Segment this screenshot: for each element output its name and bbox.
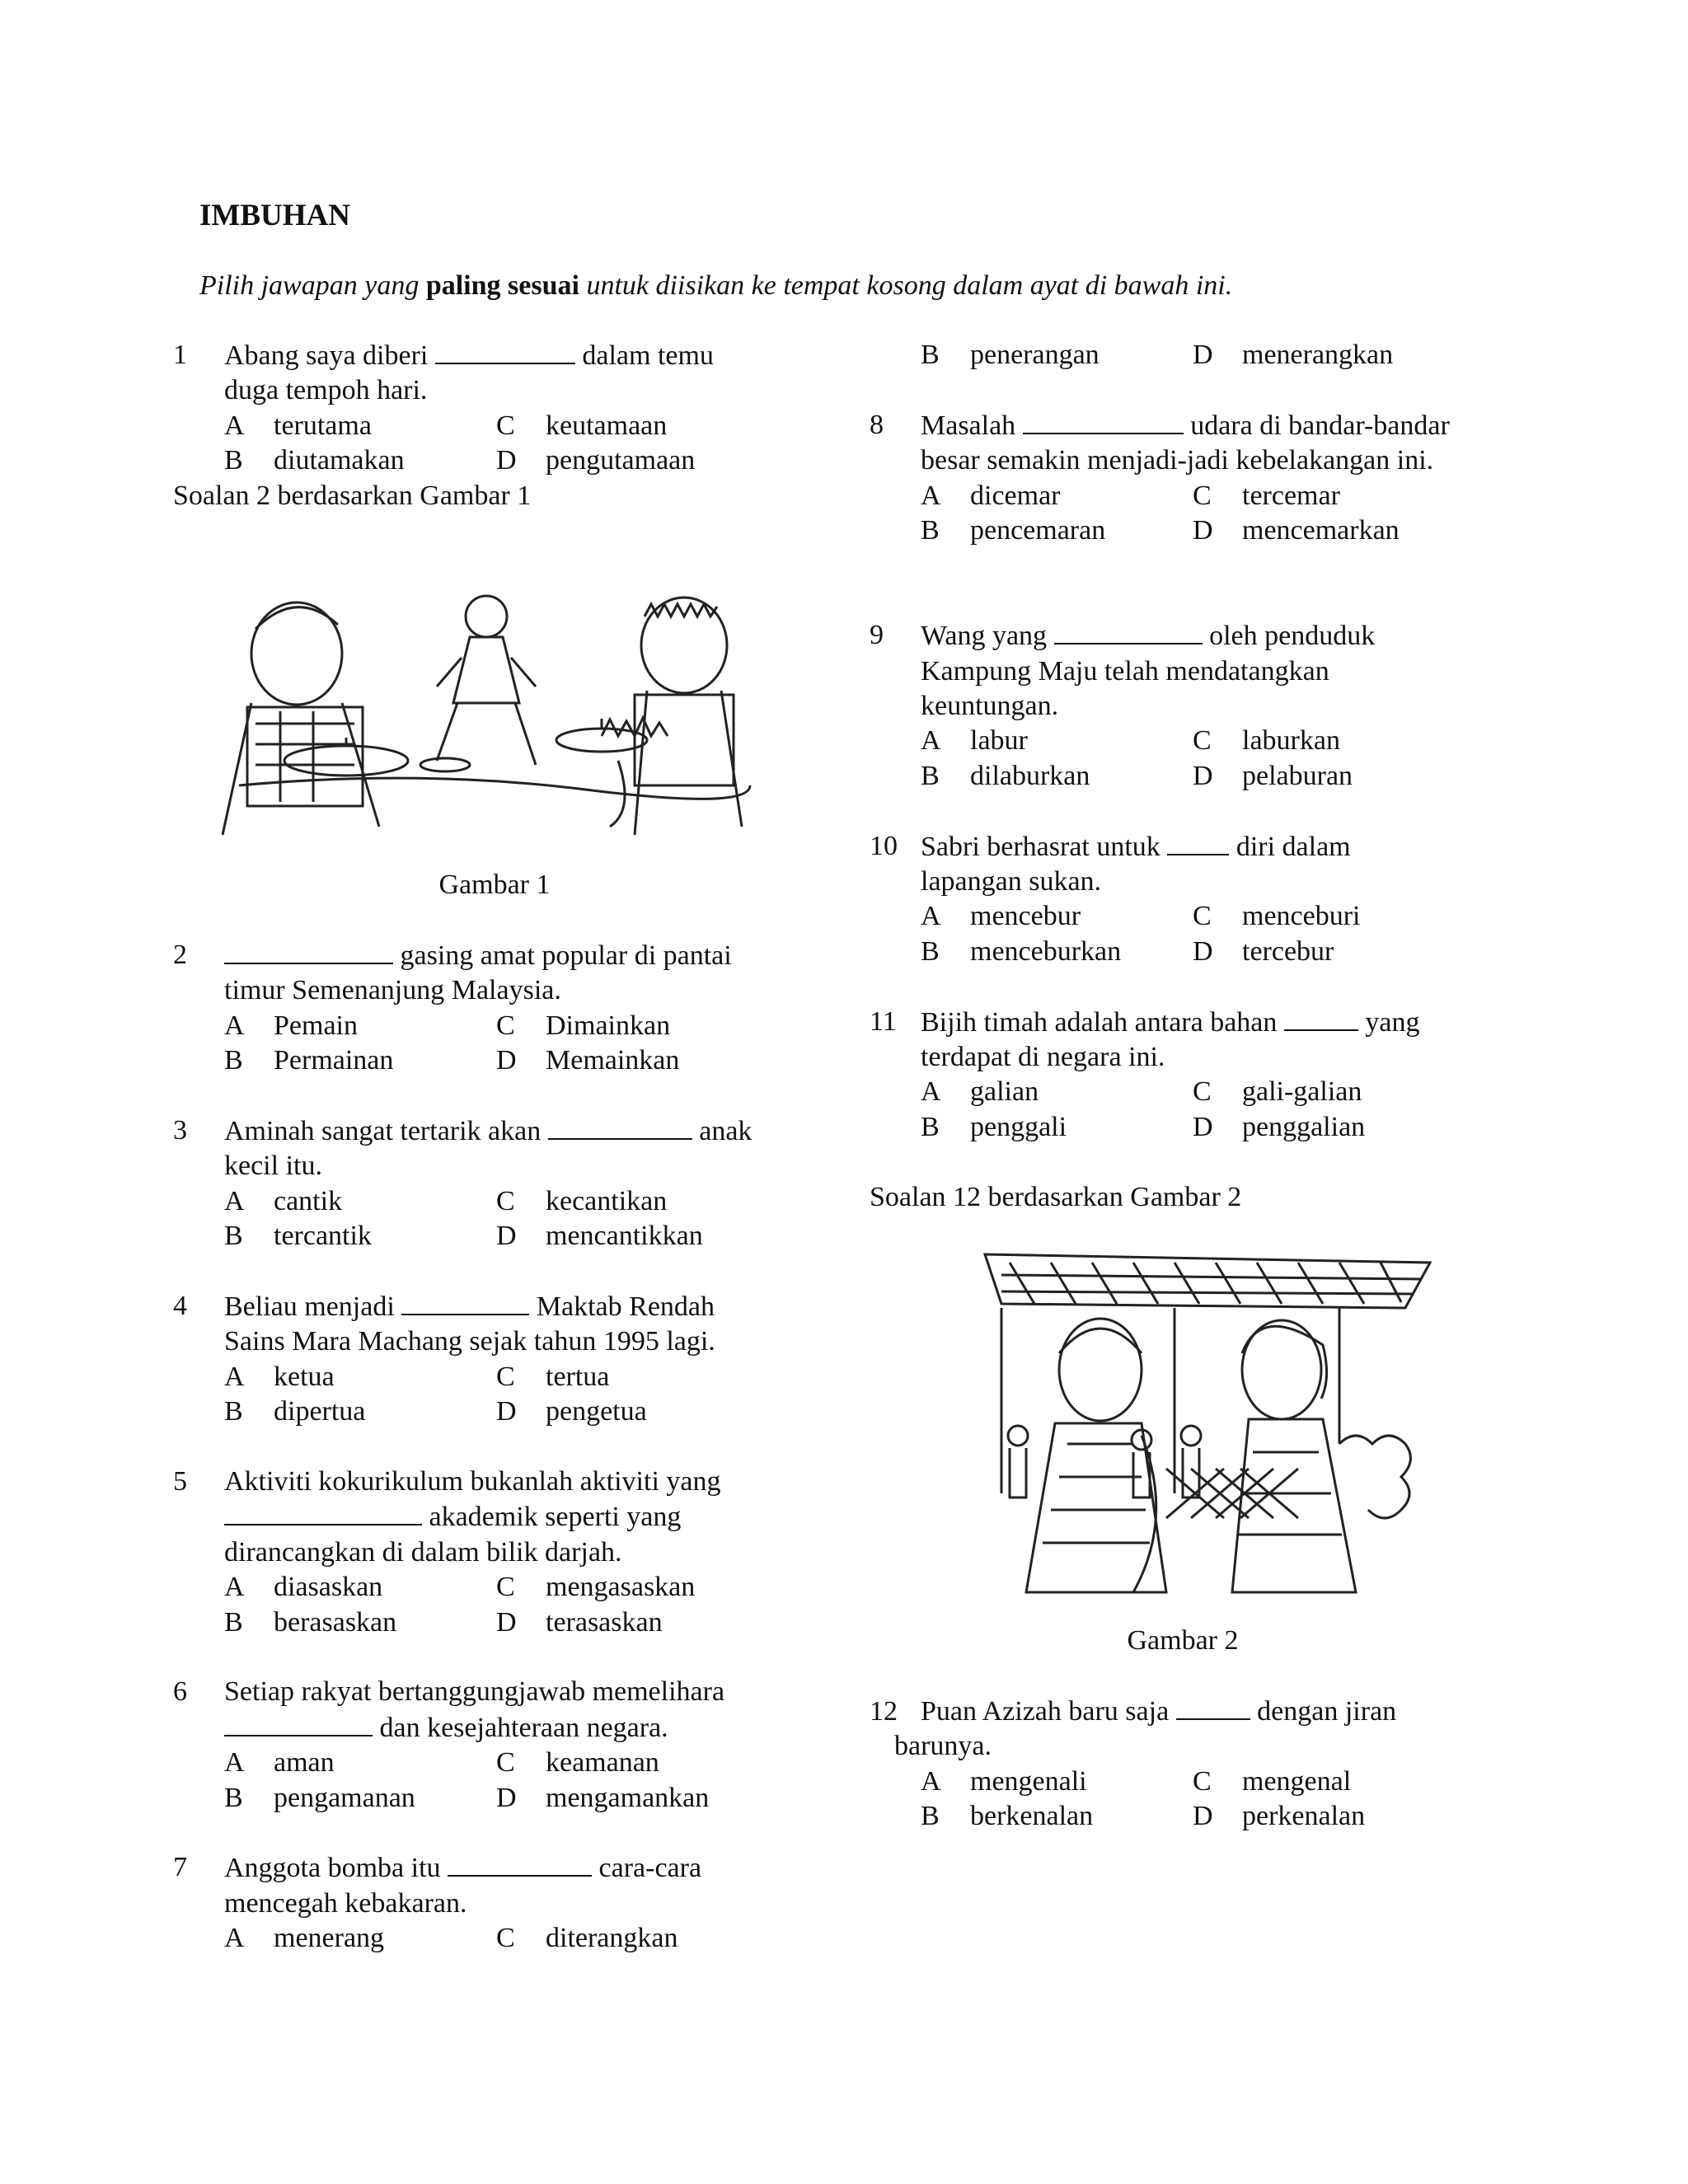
option-c[interactable]: C tercemar (1193, 480, 1340, 511)
option-b[interactable]: B diutamakan (224, 445, 405, 476)
answer-blank (448, 1850, 592, 1877)
options (224, 1921, 816, 1956)
options (870, 1765, 1496, 1835)
option-c[interactable]: C mengenal (1193, 1765, 1352, 1797)
question-text: gasing amat popular di pantai (224, 938, 816, 973)
instruction-text: Pilih jawapan yang (199, 270, 426, 301)
answer-blank (1054, 618, 1203, 644)
question-8 (870, 408, 1496, 549)
question-number: 9 (870, 620, 884, 651)
option-d[interactable]: D mencantikkan (496, 1221, 703, 1252)
option-d[interactable]: D terasaskan (496, 1606, 663, 1638)
options (921, 724, 1496, 794)
question-text-line: keuntungan. (921, 691, 1059, 722)
option-d[interactable]: D mengamankan (496, 1782, 710, 1813)
answer-blank (1176, 1694, 1250, 1720)
option-d[interactable]: D pelaburan (1193, 760, 1353, 791)
options (921, 899, 1496, 969)
right-column (870, 338, 1496, 1869)
question-text-line: kecil itu. (224, 1151, 322, 1182)
option-a[interactable]: A ketua (224, 1361, 335, 1392)
question-text: Anggota bomba itu cara-cara (224, 1850, 816, 1886)
question-number: 5 (173, 1465, 187, 1497)
left-column (173, 338, 816, 1957)
option-c[interactable]: C kecantikan (496, 1185, 668, 1216)
question-1 (173, 338, 816, 479)
question-10 (870, 829, 1496, 970)
question-text-line: Sains Mara Machang sejak tahun 1995 lagi. (224, 1326, 715, 1357)
options (921, 479, 1496, 549)
option-a[interactable]: A cantik (224, 1185, 343, 1216)
question-6 (173, 1675, 816, 1816)
answer-blank (224, 1499, 422, 1526)
answer-blank (1167, 829, 1229, 855)
options (224, 1570, 816, 1640)
options (224, 1009, 816, 1079)
gambar1-figure (173, 563, 816, 868)
option-a[interactable]: A menerang (224, 1923, 385, 1954)
gasing-players-illustration (173, 563, 816, 851)
option-d[interactable]: D perkenalan (1193, 1801, 1366, 1832)
option-b[interactable]: B Permainan (224, 1045, 394, 1076)
answer-blank (401, 1289, 529, 1315)
answer-blank (1284, 1005, 1358, 1031)
question-3 (173, 1113, 816, 1254)
answer-blank (548, 1113, 692, 1140)
option-c[interactable]: C diterangkan (496, 1923, 678, 1954)
option-a[interactable]: A galian (921, 1076, 1039, 1108)
option-d[interactable]: D Memainkan (496, 1045, 680, 1076)
gambar1-reference: Soalan 2 berdasarkan Gambar 1 (173, 480, 532, 511)
options (224, 1746, 816, 1816)
question-text: Beliau menjadi Maktab Rendah (224, 1289, 816, 1324)
answer-blank (1023, 408, 1184, 434)
options (921, 1075, 1496, 1145)
question-7 (173, 1850, 816, 1956)
question-text: Abang saya diberi dalam temu (224, 338, 816, 373)
option-c[interactable]: C Dimainkan (496, 1010, 671, 1041)
gambar2-caption: Gambar 2 (1127, 1625, 1239, 1657)
option-c[interactable]: C laburkan (1193, 725, 1340, 757)
question-text: Sabri berhasrat untuk diri dalam (921, 829, 1496, 865)
question-12 (870, 1694, 1496, 1835)
options (224, 1360, 816, 1430)
question-text: Aktiviti kokurikulum bukanlah aktiviti yang (224, 1465, 721, 1497)
option-a[interactable]: A labur (921, 725, 1028, 757)
option-b[interactable]: B dilaburkan (921, 760, 1090, 791)
question-number: 4 (173, 1290, 187, 1321)
option-b[interactable]: B pencemaran (921, 515, 1106, 546)
question-text-line: timur Semenanjung Malaysia. (224, 975, 561, 1006)
option-c[interactable]: C mengasaskan (496, 1572, 696, 1603)
question-number: 1 (173, 340, 187, 370)
answer-blank (435, 338, 575, 364)
option-c[interactable]: C keamanan (496, 1747, 659, 1779)
question-text-line: Kampung Maju telah mendatangkan (921, 655, 1329, 687)
option-a[interactable]: A Pemain (224, 1010, 358, 1041)
question-number: 10 (870, 830, 898, 861)
question-number: 8 (870, 409, 884, 440)
option-b[interactable]: B tercantik (224, 1221, 372, 1252)
question-7-continued (870, 338, 1496, 373)
question-number: 12 (870, 1695, 898, 1727)
option-a[interactable]: A mencebur (921, 901, 1081, 932)
question-5 (173, 1465, 816, 1640)
question-text-line: mencegah kebakaran. (224, 1887, 467, 1919)
option-c[interactable]: C tertua (496, 1361, 610, 1392)
question-number: 11 (870, 1005, 897, 1037)
question-4 (173, 1289, 816, 1430)
gambar2-figure (870, 1246, 1496, 1624)
page-title: IMBUHAN (199, 199, 350, 232)
question-text-line: dan kesejahteraan negara. (224, 1710, 816, 1746)
instruction-emphasis: paling sesuai (425, 270, 579, 301)
question-number: 3 (173, 1114, 187, 1146)
question-text: Aminah sangat tertarik akan anak (224, 1113, 816, 1149)
question-text-line: akademik seperti yang (224, 1499, 816, 1535)
option-d[interactable]: D mencemarkan (1193, 515, 1400, 546)
option-c[interactable]: C keutamaan (496, 410, 668, 441)
question-text-line: dirancangkan di dalam bilik darjah. (224, 1536, 622, 1568)
option-b[interactable]: B berkenalan (921, 1801, 1094, 1832)
option-a[interactable]: A diasaskan (224, 1572, 383, 1603)
neighbours-greeting-illustration (977, 1246, 1438, 1609)
option-d[interactable]: D pengutamaan (496, 445, 696, 476)
option-b[interactable]: B berasaskan (224, 1606, 397, 1638)
question-text: Setiap rakyat bertanggungjawab memelihara (224, 1676, 725, 1708)
question-number: 7 (173, 1852, 187, 1883)
options (224, 409, 816, 479)
question-text: Bijih timah adalah antara bahan yang (921, 1005, 1496, 1040)
question-text-line: duga tempoh hari. (224, 375, 428, 406)
option-b[interactable]: B penggali (921, 1111, 1067, 1142)
answer-blank (224, 1710, 373, 1736)
question-text-line: barunya. (894, 1731, 992, 1762)
answer-blank (224, 938, 393, 964)
options (921, 338, 1496, 373)
question-2 (173, 938, 816, 1079)
option-d[interactable]: D tercebur (1193, 935, 1334, 967)
question-11 (870, 1005, 1496, 1146)
instruction-text-end: untuk diisikan ke tempat kosong dalam ayat di bawah ini. (579, 270, 1233, 301)
option-a[interactable]: A terutama (224, 410, 372, 441)
option-d[interactable]: D menerangkan (1193, 340, 1394, 370)
option-d[interactable]: D pengetua (496, 1396, 647, 1427)
option-d[interactable]: D penggalian (1193, 1111, 1366, 1142)
option-a[interactable]: A dicemar (921, 480, 1061, 511)
question-text: 12 Puan Azizah baru saja dengan jiran (870, 1694, 1496, 1729)
options (224, 1184, 816, 1254)
option-a[interactable]: A mengenali (921, 1765, 1087, 1797)
option-b[interactable]: B dipertua (224, 1396, 366, 1427)
option-b[interactable]: B menceburkan (921, 935, 1122, 967)
option-b[interactable]: B penerangan (921, 340, 1100, 370)
question-number: 6 (173, 1676, 187, 1708)
question-text: Wang yang oleh penduduk (921, 618, 1496, 654)
option-c[interactable]: C gali-galian (1193, 1076, 1362, 1108)
option-c[interactable]: C menceburi (1193, 901, 1361, 932)
gambar1-caption: Gambar 1 (438, 869, 551, 901)
question-text: Masalah udara di bandar-bandar (921, 408, 1496, 443)
question-text-line: terdapat di negara ini. (921, 1042, 1165, 1073)
question-9 (870, 618, 1496, 794)
question-text-line: lapangan sukan. (921, 866, 1102, 898)
question-text-line: besar semakin menjadi-jadi kebelakangan ini. (921, 445, 1434, 476)
instruction (199, 270, 1232, 302)
question-number: 2 (173, 939, 187, 970)
option-a[interactable]: A aman (224, 1747, 335, 1779)
option-b[interactable]: B pengamanan (224, 1782, 415, 1813)
gambar2-reference: Soalan 12 berdasarkan Gambar 2 (870, 1181, 1242, 1212)
